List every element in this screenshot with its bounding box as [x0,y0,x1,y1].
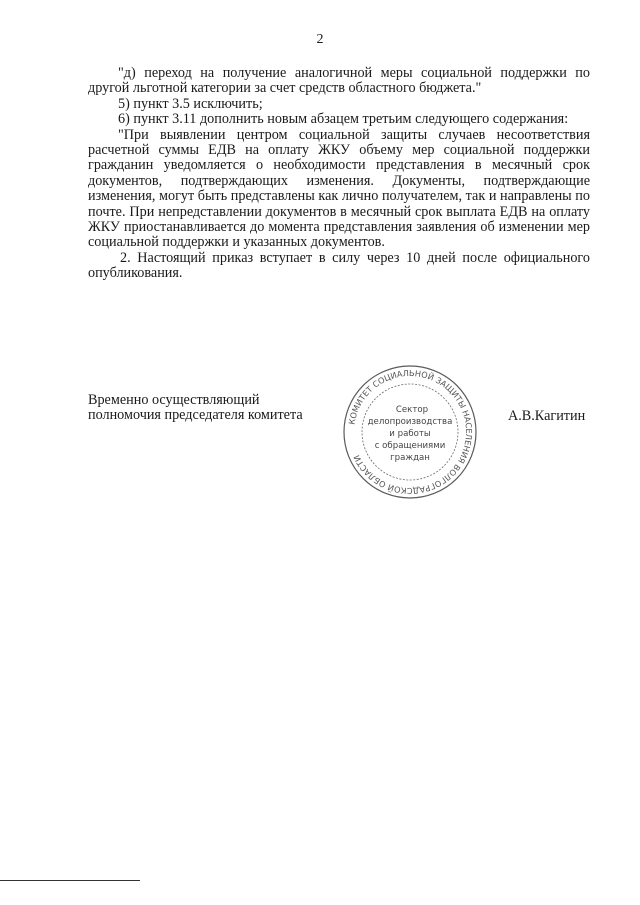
official-stamp [340,362,480,502]
signature-position-line1: Временно осуществляющий [88,392,260,408]
footer-divider [0,880,140,881]
paragraph-quote: "При выявлении центром социальной защиты случаев несоответствия расчетной суммы ЕДВ на оплату ЖКУ объему мер социальной поддержки гражданин уведомляется о необходимости представления в месячный срок документов, подтверждающих изменения. Документы, подтверждающие изменения, могут быть представлены как лично получателем, так и направлены по почте. При непредставлении документов в месячный срок выплата ЕДВ на оплату ЖКУ приостанавливается до момента представления заявления об изменении мер социальной поддержки и указанных документов. [88,126,590,251]
stamp-ring-text: КОМИТЕТ СОЦИАЛЬНОЙ ЗАЩИТЫ НАСЕЛЕНИЯ ВОЛГОГРАДСКОЙ ОБЛАСТИ [346,367,475,497]
paragraph-item-2: 2. Настоящий приказ вступает в силу через 10 дней после официального опубликования. [88,249,590,282]
signature-position [88,393,303,424]
document-body [88,66,590,282]
page-number: 2 [316,32,324,47]
signature-position-line2: полномочия председателя комитета [88,407,303,424]
stamp-center-line3: и работы [389,429,431,439]
signature-name: А.В.Кагитин [508,408,586,424]
stamp-center-line2: делопроизводства [367,417,453,427]
stamp-center-line5: граждан [390,453,430,463]
paragraph-item-6: 6) пункт 3.11 дополнить новым абзацем третьим следующего содержания: [118,111,569,128]
paragraph-item-d: "д) переход на получение аналогичной меры социальной поддержки по другой льготной категории за счет средств областного бюджета." [88,65,590,97]
paragraph-item-5: 5) пункт 3.5 исключить; [118,95,263,112]
stamp-center-line4: с обращениями [374,441,446,451]
stamp-center-line1: Сектор [395,405,429,415]
